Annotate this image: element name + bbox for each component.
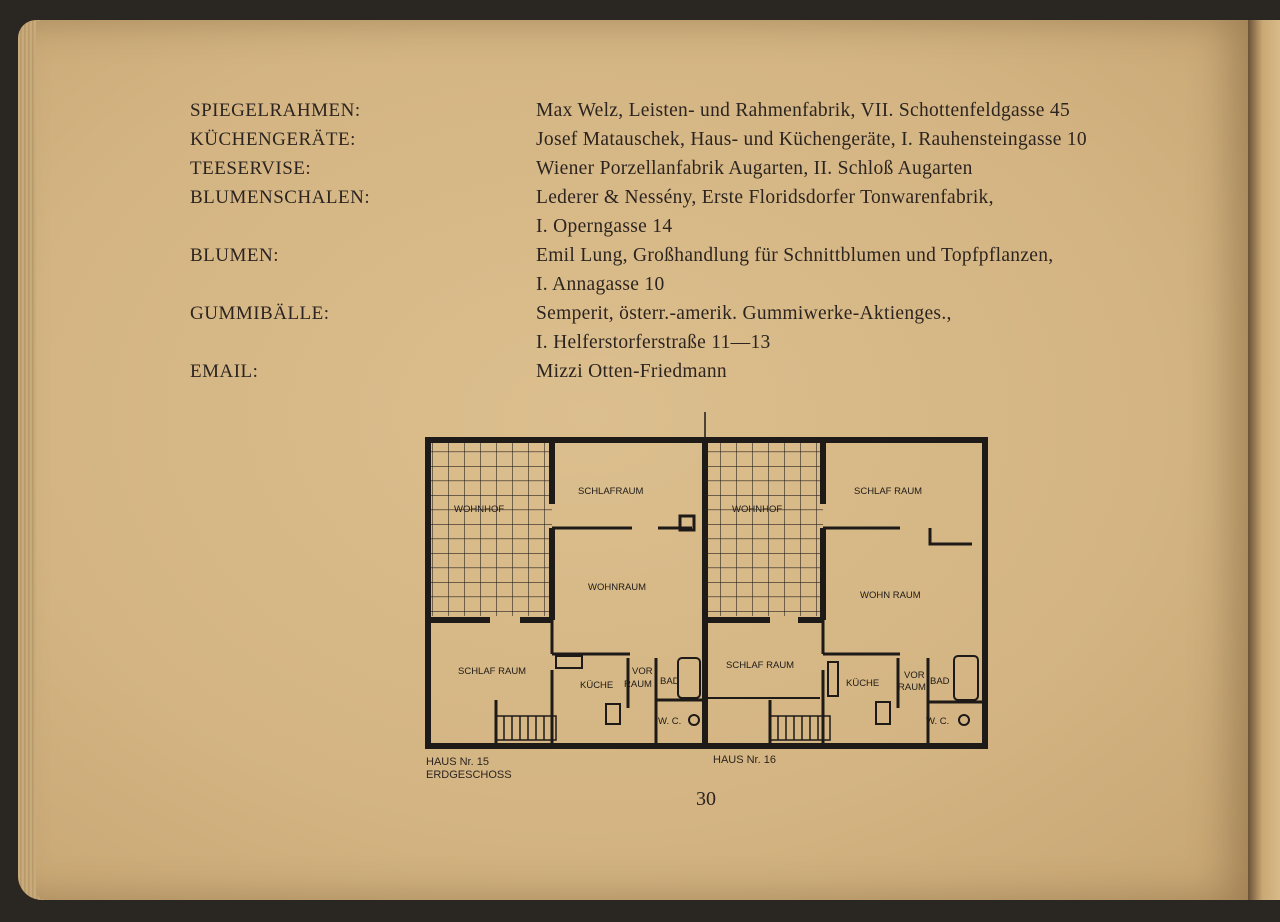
room-vor: VOR bbox=[904, 670, 925, 681]
room-kueche: KÜCHE bbox=[846, 678, 880, 689]
room-wohnhof: WOHNHOF bbox=[454, 504, 505, 515]
entry-line: Emil Lung, Großhandlung für Schnittblumen und Topfpflanzen, bbox=[536, 245, 1054, 266]
entry-line: Semperit, österr.-amerik. Gummiwerke-Aktienges., bbox=[536, 303, 952, 324]
room-schlafraum: SCHLAFRAUM bbox=[578, 486, 644, 497]
entry-row bbox=[190, 154, 1210, 183]
house-16-plan bbox=[705, 440, 985, 746]
room-wohnhof: WOHNHOF bbox=[732, 504, 783, 515]
entry-line: Lederer & Nessény, Erste Floridsdorfer Tonwarenfabrik, bbox=[536, 187, 994, 208]
entry-label: KÜCHENGERÄTE: bbox=[190, 129, 356, 150]
room-schlafraum: SCHLAF RAUM bbox=[854, 486, 923, 497]
entry-line: I. Operngasse 14 bbox=[536, 216, 673, 237]
entry-text bbox=[536, 183, 994, 241]
entry-row bbox=[190, 357, 1210, 386]
room-kueche: KÜCHE bbox=[580, 680, 614, 691]
entry-row bbox=[190, 299, 1210, 357]
entry-line: I. Annagasse 10 bbox=[536, 274, 665, 295]
room-wohnraum: WOHNRAUM bbox=[588, 582, 647, 593]
entry-label: BLUMEN: bbox=[190, 245, 279, 266]
entry-row bbox=[190, 96, 1210, 125]
book-gutter bbox=[1248, 20, 1280, 900]
room-wc: W. C. bbox=[926, 716, 950, 727]
caption-haus-16: HAUS Nr. 16 bbox=[713, 754, 776, 766]
floor-plan-drawing bbox=[400, 408, 1020, 798]
room-raum: RAUM bbox=[624, 679, 652, 690]
entry-line: Wiener Porzellanfabrik Augarten, II. Schloß Augarten bbox=[536, 158, 973, 179]
entry-label: GUMMIBÄLLE: bbox=[190, 303, 330, 324]
entry-label: SPIEGELRAHMEN: bbox=[190, 100, 361, 121]
room-wohnraum: WOHN RAUM bbox=[860, 590, 921, 601]
entry-line: Max Welz, Leisten- und Rahmenfabrik, VII. Schottenfeldgasse 45 bbox=[536, 100, 1071, 121]
courtyard-grid bbox=[705, 440, 823, 616]
room-raum: RAUM bbox=[898, 682, 926, 693]
entry-text bbox=[536, 154, 973, 183]
room-schlafraum-lower: SCHLAF RAUM bbox=[458, 666, 527, 677]
entry-text bbox=[536, 299, 952, 357]
room-bad: BAD bbox=[660, 676, 680, 687]
room-vor: VOR bbox=[632, 666, 653, 677]
entry-line: Josef Matauschek, Haus- und Küchengeräte, I. Rauhensteingasse 10 bbox=[536, 129, 1087, 150]
plan-caption-haus-15 bbox=[426, 756, 512, 782]
entry-line: Mizzi Otten-Friedmann bbox=[536, 361, 727, 382]
entry-row bbox=[190, 241, 1210, 299]
entry-label: BLUMENSCHALEN: bbox=[190, 187, 371, 208]
entry-text bbox=[536, 241, 1053, 299]
entry-row bbox=[190, 125, 1210, 154]
entry-label: EMAIL: bbox=[190, 361, 259, 382]
entry-line: I. Helferstorferstraße 11—13 bbox=[536, 332, 771, 353]
room-schlafraum-lower: SCHLAF RAUM bbox=[726, 660, 795, 671]
supplier-list bbox=[190, 96, 1210, 386]
courtyard-grid bbox=[428, 440, 552, 616]
entry-row bbox=[190, 183, 1210, 241]
floor-plan bbox=[400, 408, 1020, 798]
caption-haus-15: HAUS Nr. 15 bbox=[426, 756, 489, 768]
page-number: 30 bbox=[696, 788, 716, 810]
room-bad: BAD bbox=[930, 676, 950, 687]
entry-text bbox=[536, 125, 1087, 154]
entry-text bbox=[536, 96, 1070, 125]
caption-erdgeschoss: ERDGESCHOSS bbox=[426, 769, 512, 781]
entry-text bbox=[536, 357, 727, 386]
house-15-plan bbox=[428, 440, 705, 746]
entry-label: TEESERVISE: bbox=[190, 158, 312, 179]
room-wc: W. C. bbox=[658, 716, 682, 727]
